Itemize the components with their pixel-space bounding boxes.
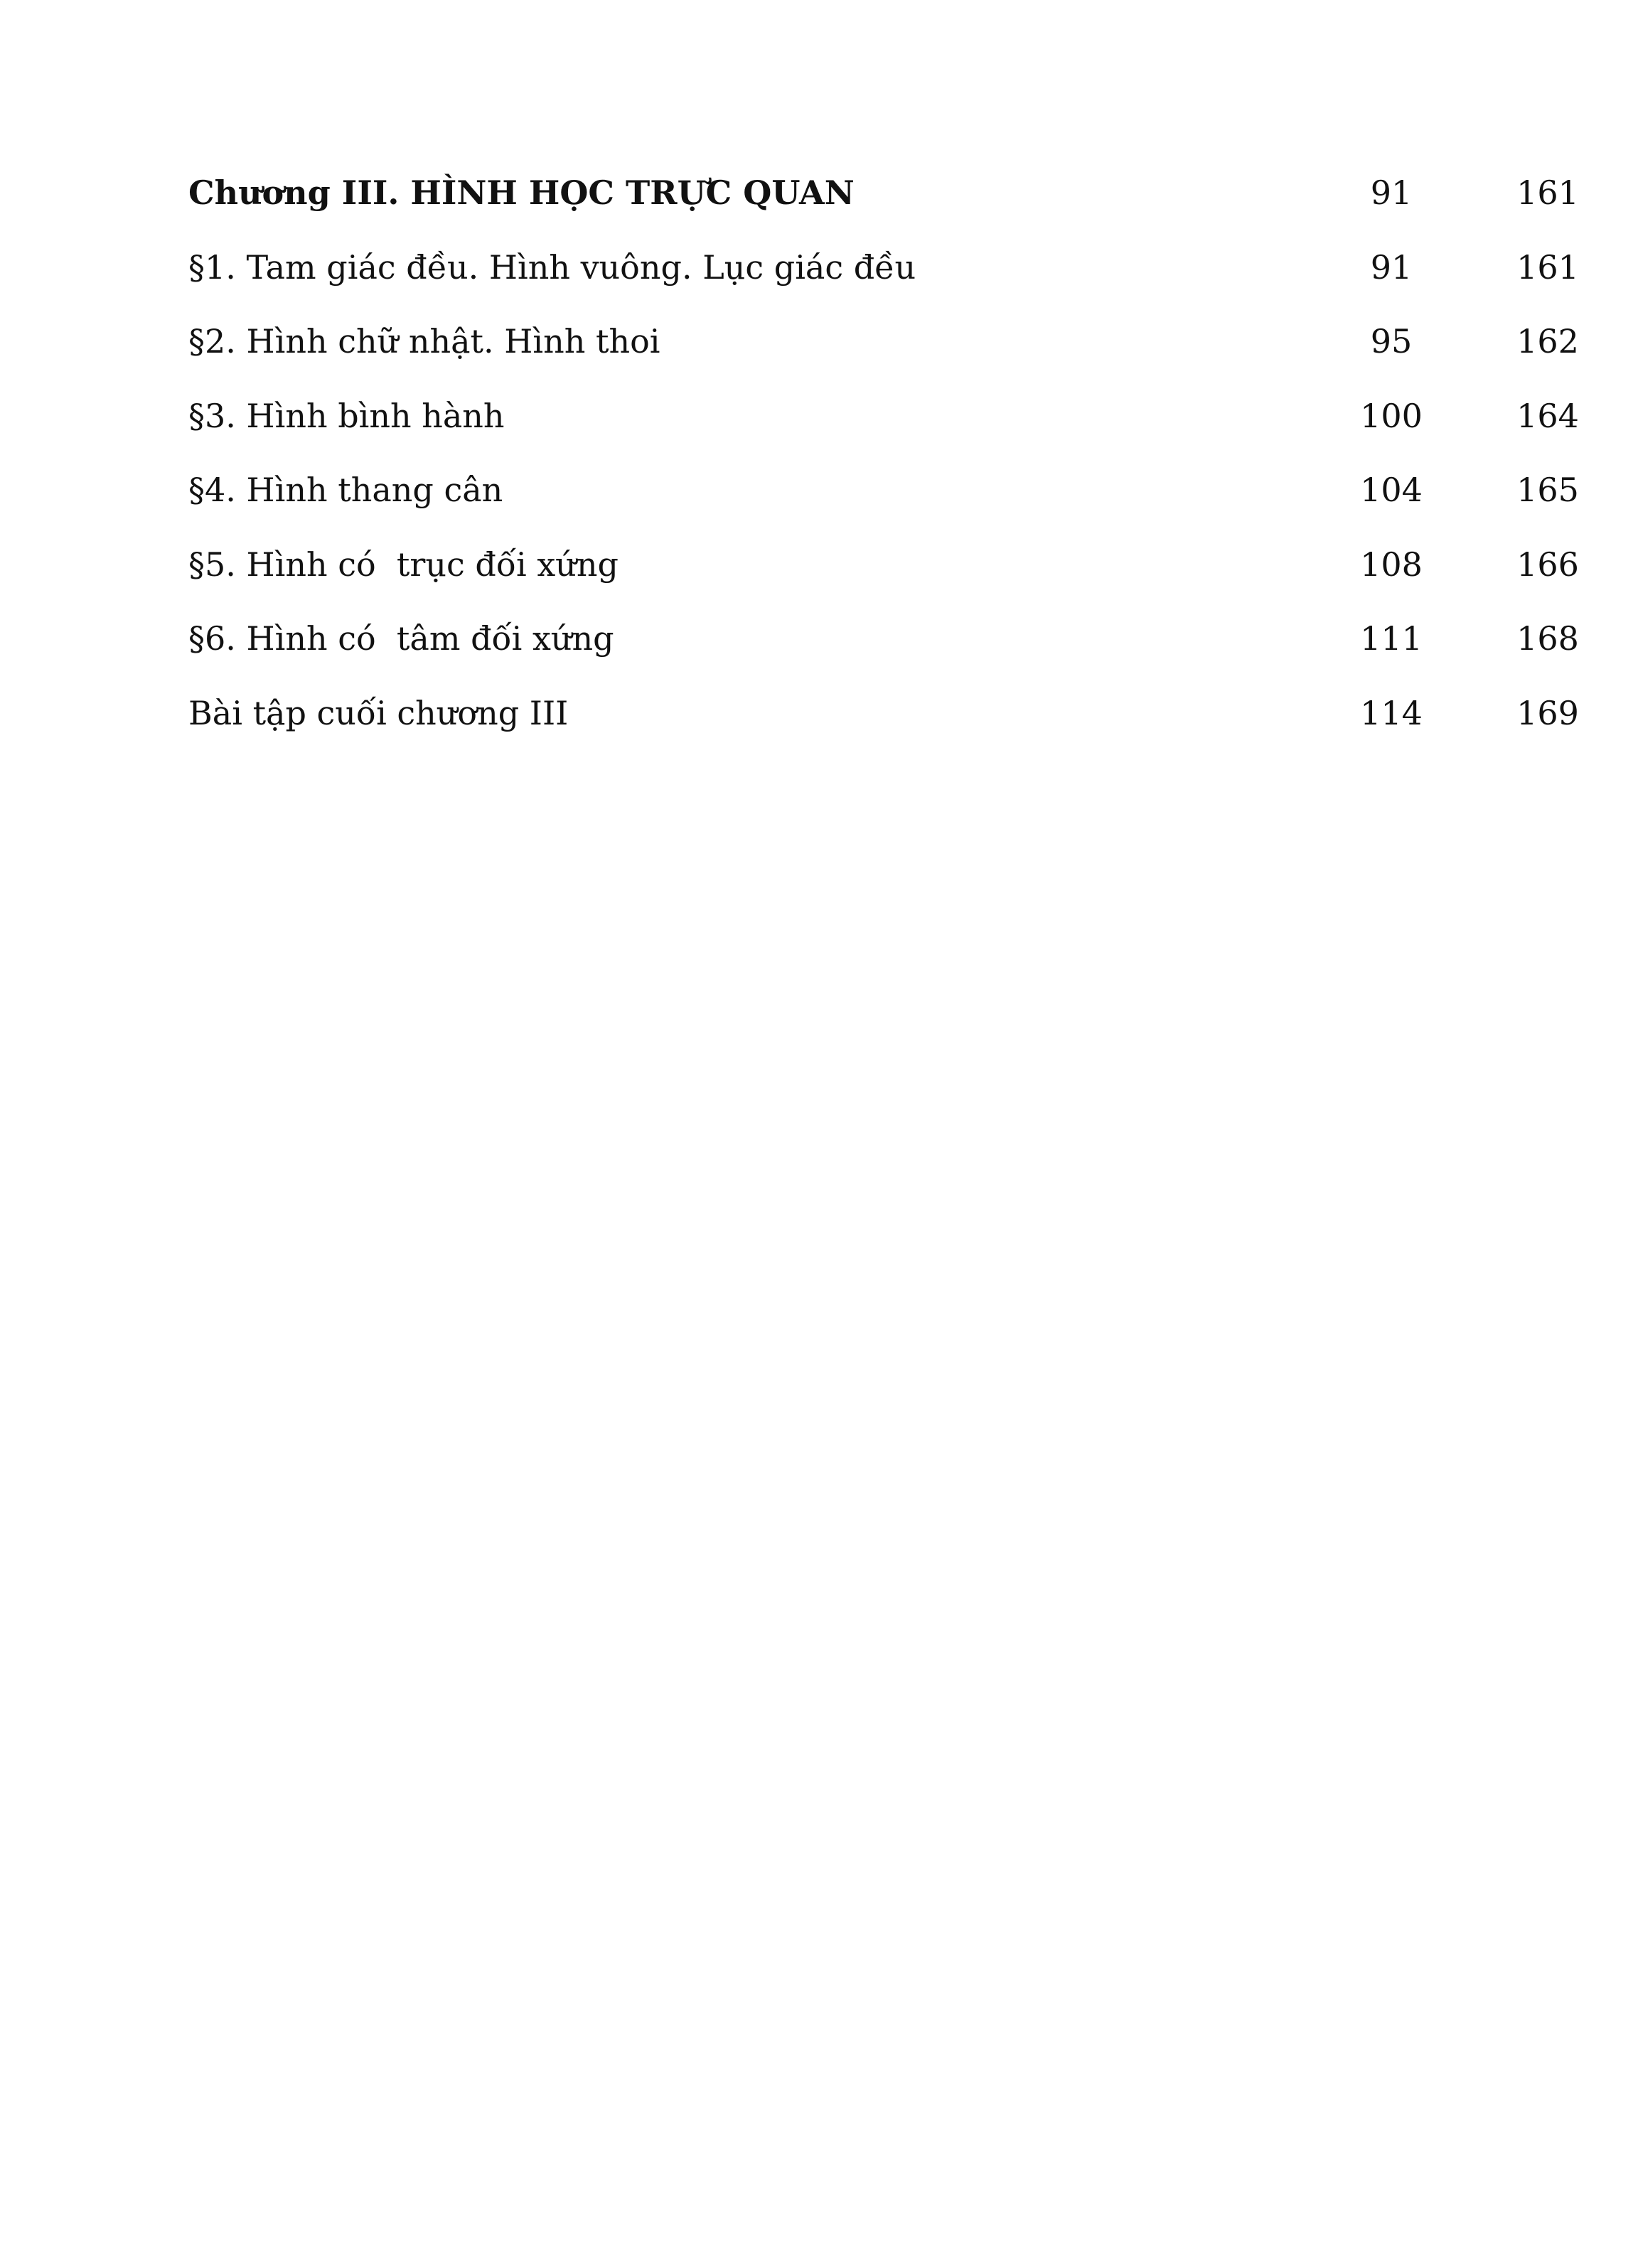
toc-row-page-solution: 161 bbox=[1516, 173, 1579, 212]
toc-row bbox=[188, 540, 1579, 614]
toc-row-page-lesson: 108 bbox=[1360, 545, 1423, 584]
toc-row-page-lesson: 104 bbox=[1360, 471, 1423, 509]
toc-row-page-solution: 165 bbox=[1516, 471, 1579, 509]
toc-row-page-solution: 164 bbox=[1516, 396, 1579, 435]
toc-row-title: §1. Tam giác đều. Hình vuông. Lục giác đều bbox=[188, 247, 916, 287]
toc-row-page-lesson: 95 bbox=[1370, 322, 1413, 360]
toc-row-page-lesson: 91 bbox=[1370, 173, 1413, 212]
toc-row-title: §6. Hình có tâm đối xứng bbox=[188, 619, 614, 658]
toc-row-chapter-3 bbox=[188, 168, 1579, 242]
toc-row-page-lesson: 91 bbox=[1370, 247, 1413, 287]
table-of-contents bbox=[188, 168, 1579, 762]
toc-row-title: Bài tập cuối chương III bbox=[188, 693, 569, 732]
toc-row-page-solution: 168 bbox=[1516, 619, 1579, 658]
toc-row-page-lesson: 100 bbox=[1360, 396, 1423, 435]
toc-row-title: Chương III. HÌNH HỌC TRỰC QUAN bbox=[188, 173, 855, 212]
toc-row-page-lesson: 114 bbox=[1360, 693, 1423, 732]
toc-row-page-solution: 169 bbox=[1516, 693, 1579, 732]
toc-row-title: §5. Hình có trục đối xứng bbox=[188, 545, 619, 584]
toc-row bbox=[188, 316, 1579, 391]
toc-row-page-solution: 161 bbox=[1516, 247, 1579, 287]
toc-row-title: §4. Hình thang cân bbox=[188, 471, 503, 509]
toc-row bbox=[188, 688, 1579, 763]
toc-row-title: §2. Hình chữ nhật. Hình thoi bbox=[188, 322, 660, 360]
toc-row-title: §3. Hình bình hành bbox=[188, 396, 505, 435]
toc-row-page-solution: 166 bbox=[1516, 545, 1579, 584]
toc-row-page-solution: 162 bbox=[1516, 322, 1579, 360]
toc-row bbox=[188, 465, 1579, 540]
toc-row bbox=[188, 242, 1579, 317]
toc-row-page-lesson: 111 bbox=[1360, 619, 1423, 658]
toc-row bbox=[188, 614, 1579, 688]
toc-row bbox=[188, 391, 1579, 466]
